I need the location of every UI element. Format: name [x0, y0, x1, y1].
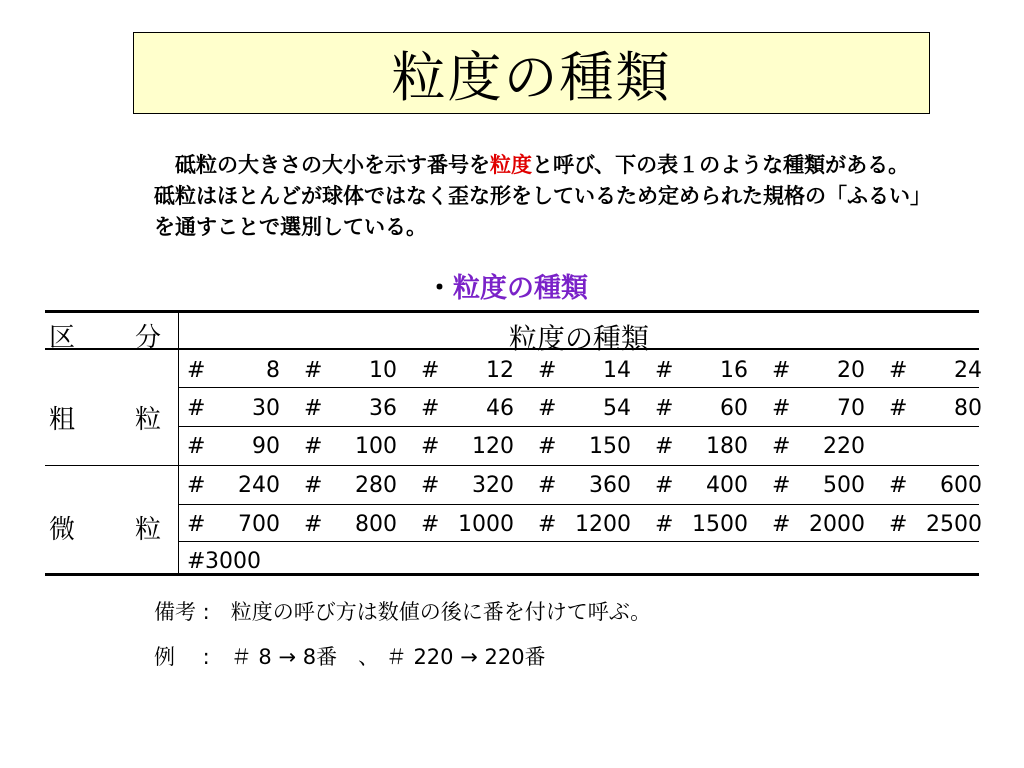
grit-hash: # — [772, 434, 791, 459]
grit-cell — [296, 466, 413, 503]
subheading-bullet: ・ — [426, 273, 453, 304]
grit-size-table — [45, 310, 982, 576]
grit-types-header: 粒度の種類 — [508, 322, 649, 355]
grit-value: 150 — [589, 434, 631, 459]
grit-value: 400 — [706, 473, 748, 498]
grit-cell — [647, 389, 764, 426]
grit-cell — [647, 351, 764, 388]
grit-hash: # — [304, 473, 323, 498]
grit-value: 700 — [238, 512, 280, 537]
grit-value: 240 — [238, 473, 280, 498]
grit-value: 800 — [355, 512, 397, 537]
grit-hash: # — [889, 473, 908, 498]
grit-cell — [647, 427, 764, 464]
grit-row — [179, 505, 982, 542]
grit-value: 70 — [837, 396, 865, 421]
grit-value: 90 — [252, 434, 280, 459]
fine-label-char-1: 微 — [49, 515, 76, 545]
grit-hash: # — [304, 396, 323, 421]
grit-value: 320 — [472, 473, 514, 498]
grit-value: 180 — [706, 434, 748, 459]
grit-cell — [413, 466, 530, 503]
grit-cell — [413, 351, 530, 388]
grit-value: 16 — [720, 358, 748, 383]
grit-cell — [881, 389, 998, 426]
grit-cell — [764, 351, 881, 388]
grit-cell — [179, 351, 296, 388]
grit-hash: # — [304, 358, 323, 383]
grit-cell — [530, 466, 647, 503]
grit-cell — [296, 351, 413, 388]
grit-value: 54 — [603, 396, 631, 421]
grit-cell — [647, 466, 764, 503]
grit-cell — [179, 389, 296, 426]
grit-cell — [764, 389, 881, 426]
intro-text-before: 砥粒の大きさの大小を示す番号を — [154, 153, 490, 177]
fine-label-char-2: 粒 — [135, 515, 162, 545]
grit-cell — [296, 427, 413, 464]
grit-cell — [179, 427, 296, 464]
grit-cell — [764, 505, 881, 542]
intro-text-after: と呼び、下の表１のような種類がある。砥粒はほとんどが球体ではなく歪な形をしているため定められた規格の「ふるい」を通すことで選別している。 — [154, 153, 921, 239]
grit-hash: # — [421, 512, 440, 537]
intro-highlight: 粒度 — [490, 153, 532, 177]
intro-paragraph — [154, 150, 924, 243]
grit-hash: # — [655, 396, 674, 421]
grit-value: 1200 — [575, 512, 631, 537]
grit-hash: # — [538, 396, 557, 421]
grit-value: 10 — [369, 358, 397, 383]
grit-hash: # — [772, 396, 791, 421]
page-title: 粒度の種類 — [391, 45, 672, 109]
grit-cell — [647, 505, 764, 542]
grit-hash: # — [889, 358, 908, 383]
grit-value: 60 — [720, 396, 748, 421]
grit-value: 8 — [266, 358, 280, 383]
grit-value: 600 — [940, 473, 982, 498]
grit-hash: # — [187, 473, 206, 498]
grit-value: 3000 — [205, 549, 261, 574]
grit-hash: # — [421, 396, 440, 421]
category-header-char-1: 区 — [49, 323, 76, 353]
grit-value: 2000 — [809, 512, 865, 537]
coarse-label-char-1: 粗 — [49, 405, 76, 435]
grit-hash: # — [655, 512, 674, 537]
grit-cell — [413, 505, 530, 542]
grit-value: 100 — [355, 434, 397, 459]
grit-cell — [764, 466, 881, 503]
grit-hash: # — [655, 473, 674, 498]
grit-hash: # — [187, 396, 206, 421]
grit-value: 80 — [954, 396, 982, 421]
grit-cell — [881, 351, 998, 388]
grit-hash: # — [538, 358, 557, 383]
grit-row — [179, 542, 979, 579]
grit-value: 280 — [355, 473, 397, 498]
grit-value: 46 — [486, 396, 514, 421]
grit-hash: # — [772, 473, 791, 498]
grit-cell — [530, 389, 647, 426]
grit-hash: # — [889, 396, 908, 421]
grit-cell — [764, 427, 881, 464]
grit-cell — [296, 505, 413, 542]
category-header-char-2: 分 — [135, 323, 162, 353]
title-box — [133, 32, 930, 114]
grit-hash: # — [304, 434, 323, 459]
grit-hash: # — [304, 512, 323, 537]
grit-hash: # — [187, 358, 206, 383]
grit-hash: # — [538, 473, 557, 498]
grit-cell — [881, 466, 998, 503]
grit-cell — [179, 505, 296, 542]
grit-hash: # — [421, 473, 440, 498]
grit-value: 12 — [486, 358, 514, 383]
grit-cell — [413, 427, 530, 464]
table-subheading — [426, 266, 588, 305]
grit-hash: # — [772, 358, 791, 383]
grit-cell — [530, 351, 647, 388]
grit-value: 30 — [252, 396, 280, 421]
grit-row — [179, 427, 979, 464]
grit-value: 24 — [954, 358, 982, 383]
grit-hash: # — [538, 512, 557, 537]
grit-value: 500 — [823, 473, 865, 498]
remark-note: 備考 : 粒度の呼び方は数値の後に番を付けて呼ぶ。 — [154, 600, 652, 624]
subheading-text: 粒度の種類 — [453, 273, 588, 304]
grit-value: 220 — [823, 434, 865, 459]
grit-hash: # — [772, 512, 791, 537]
grit-value: 2500 — [926, 512, 982, 537]
grit-hash: # — [187, 549, 206, 574]
grit-row — [179, 351, 982, 388]
grit-hash: # — [889, 512, 908, 537]
grit-hash: # — [538, 434, 557, 459]
grit-value: 36 — [369, 396, 397, 421]
grit-cell — [296, 389, 413, 426]
grit-hash: # — [187, 512, 206, 537]
grit-value: 14 — [603, 358, 631, 383]
grit-value: 1000 — [458, 512, 514, 537]
example-note: 例 : ＃ 8 → 8番 、 ＃ 220 → 220番 — [154, 645, 546, 669]
grit-cell — [530, 427, 647, 464]
grit-value: 120 — [472, 434, 514, 459]
grit-cell — [881, 505, 998, 542]
grit-cell — [179, 466, 296, 503]
grit-hash: # — [655, 434, 674, 459]
coarse-label-char-2: 粒 — [135, 405, 162, 435]
grit-cell — [179, 542, 296, 579]
grit-hash: # — [655, 358, 674, 383]
grit-value: 20 — [837, 358, 865, 383]
grit-cell — [530, 505, 647, 542]
grit-value: 360 — [589, 473, 631, 498]
grit-row — [179, 466, 982, 503]
grit-hash: # — [421, 434, 440, 459]
grit-row — [179, 389, 982, 426]
grit-value: 1500 — [692, 512, 748, 537]
grit-hash: # — [421, 358, 440, 383]
grit-hash: # — [187, 434, 206, 459]
grit-cell — [413, 389, 530, 426]
